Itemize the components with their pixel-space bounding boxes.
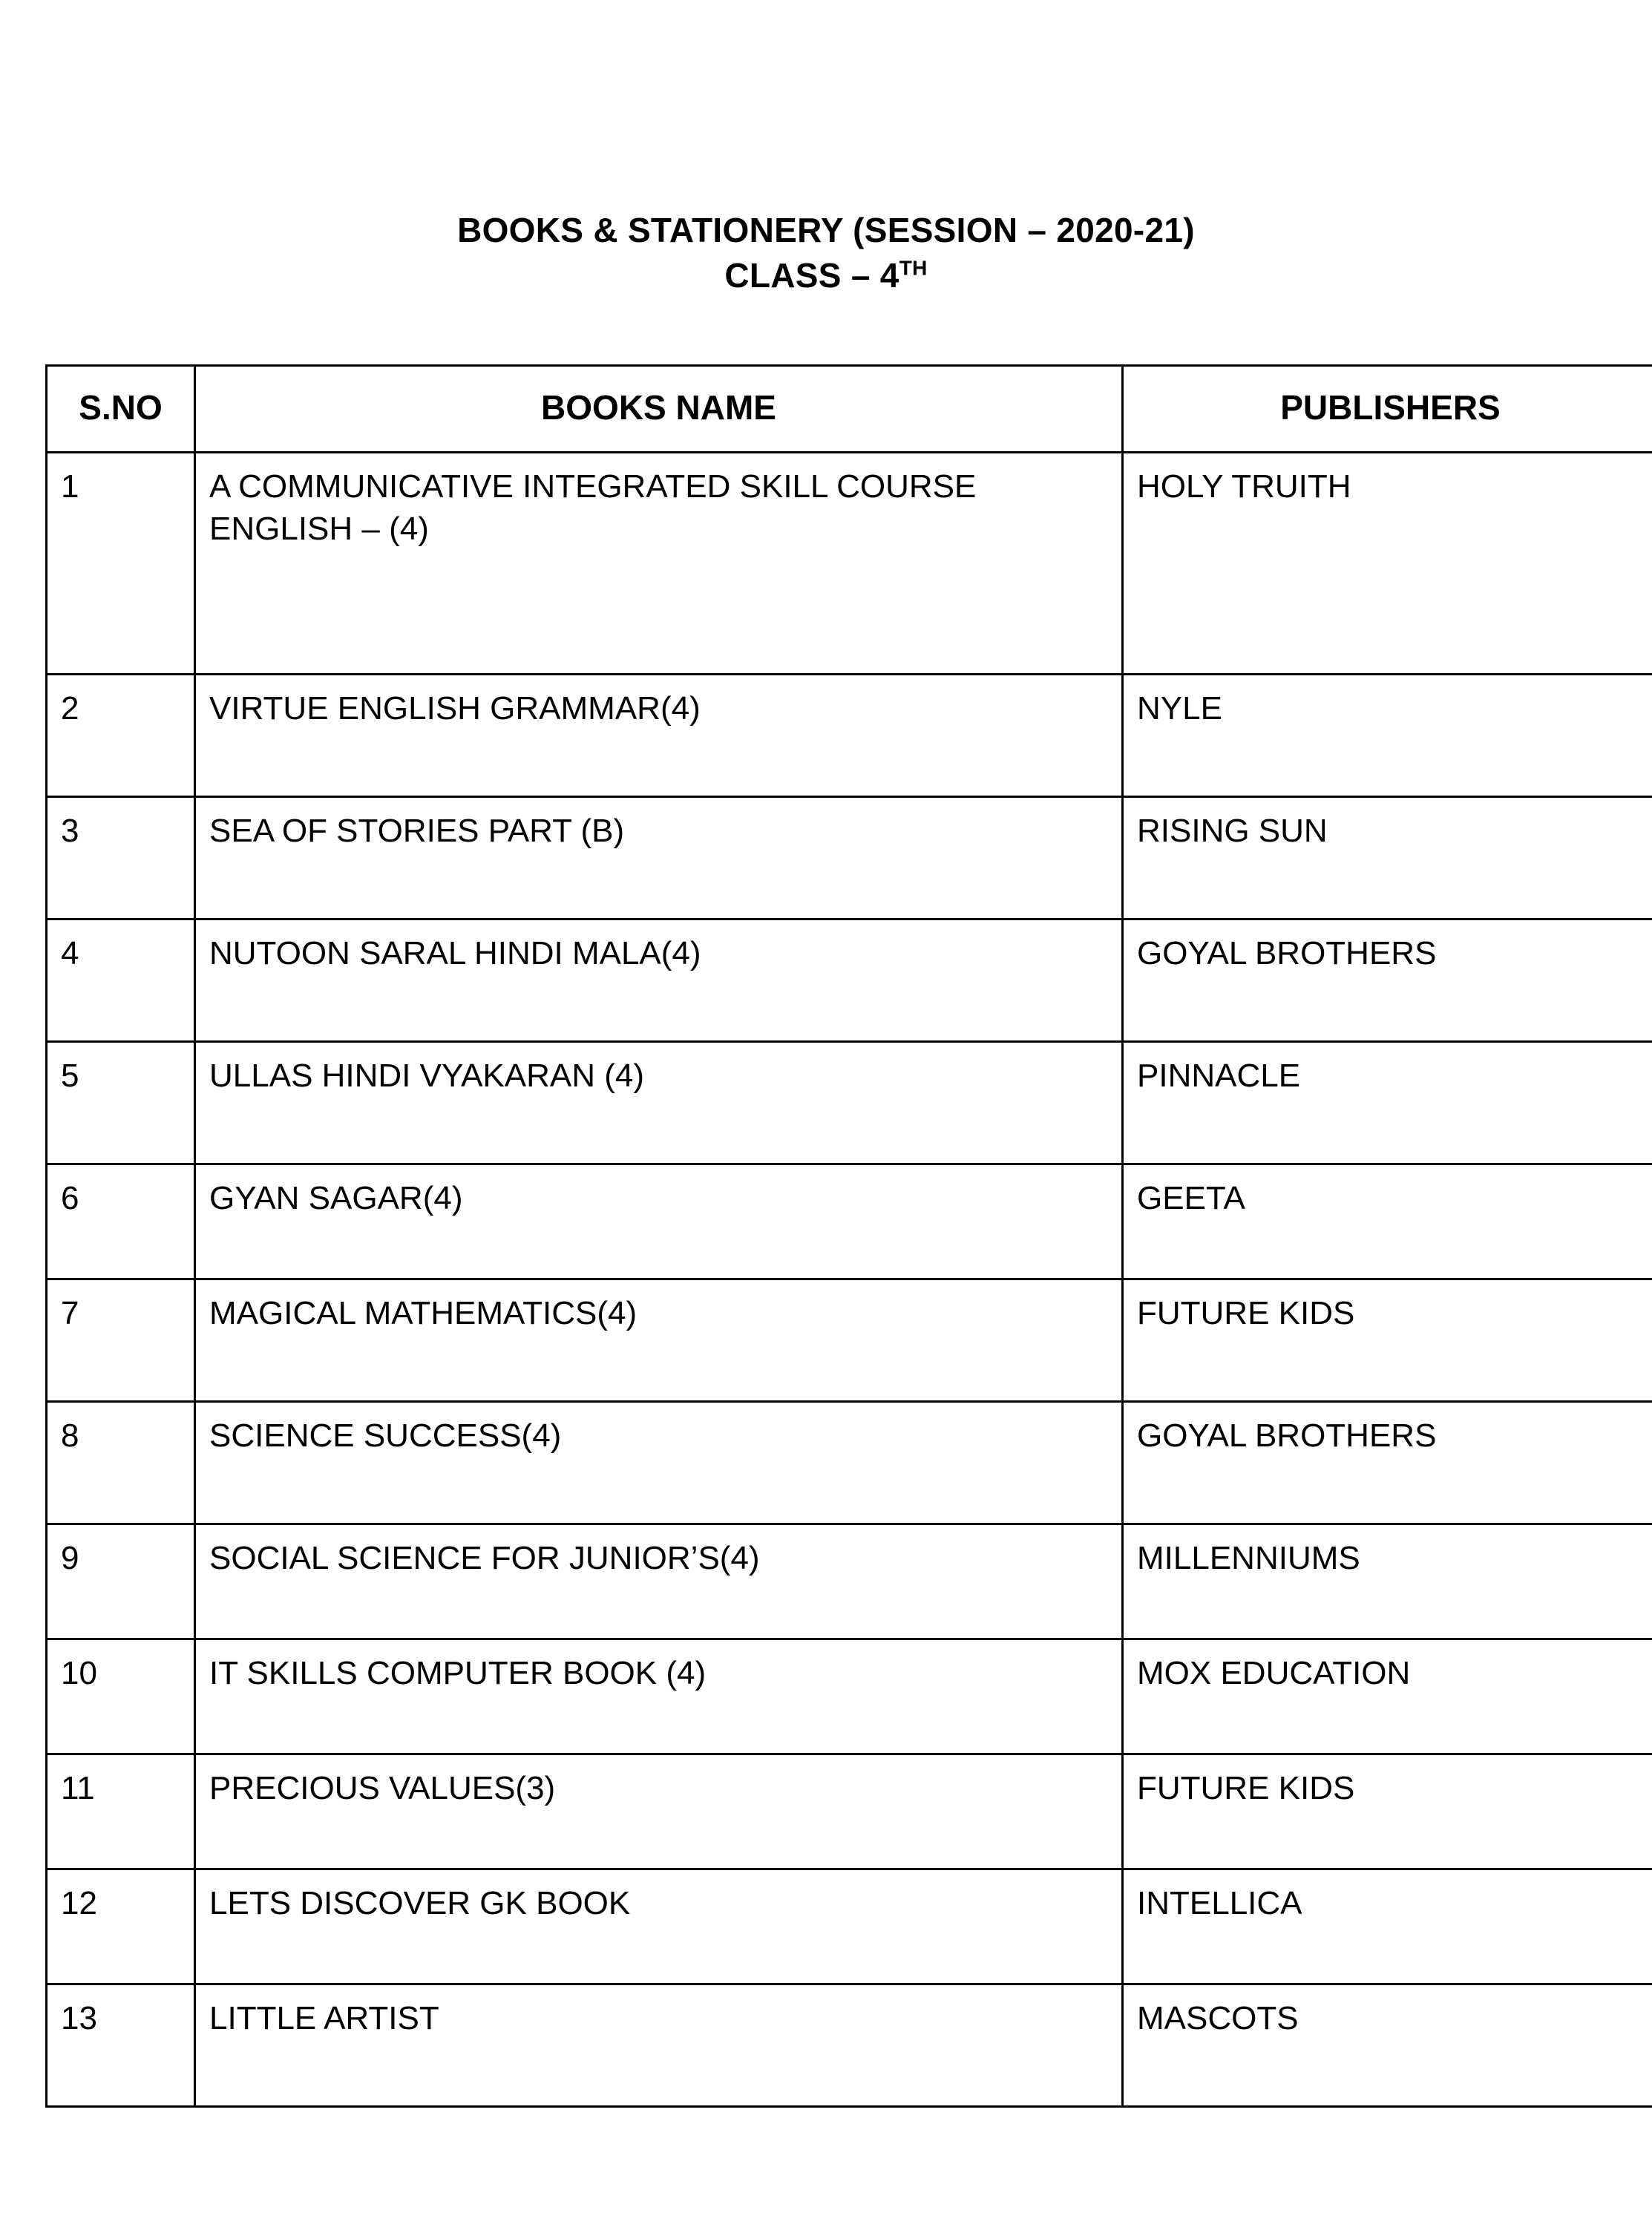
table-body	[47, 453, 1652, 2107]
cell-sno: 7	[47, 1279, 195, 1402]
table-row	[47, 1984, 1652, 2107]
cell-book-name: SEA OF STORIES PART (B)	[195, 797, 1123, 919]
cell-sno: 11	[47, 1754, 195, 1869]
column-header-sno: S.NO	[47, 366, 195, 453]
books-table-container	[17, 364, 1635, 2108]
cell-book-name: SOCIAL SCIENCE FOR JUNIOR’S(4)	[195, 1524, 1123, 1639]
cell-publisher: MOX EDUCATION	[1123, 1639, 1652, 1754]
cell-book-name: MAGICAL MATHEMATICS(4)	[195, 1279, 1123, 1402]
title-class-ordinal: TH	[899, 256, 928, 280]
table-row	[47, 797, 1652, 919]
document-title	[0, 0, 1652, 298]
cell-publisher: MASCOTS	[1123, 1984, 1652, 2107]
cell-book-name: IT SKILLS COMPUTER BOOK (4)	[195, 1639, 1123, 1754]
table-row	[47, 675, 1652, 797]
cell-publisher: PINNACLE	[1123, 1042, 1652, 1164]
column-header-book-name: BOOKS NAME	[195, 366, 1123, 453]
title-line-session: BOOKS & STATIONERY (SESSION – 2020-21)	[457, 211, 1195, 249]
table-row	[47, 1402, 1652, 1524]
cell-sno: 6	[47, 1164, 195, 1279]
cell-sno: 13	[47, 1984, 195, 2107]
books-table	[45, 364, 1652, 2108]
cell-publisher: GOYAL BROTHERS	[1123, 919, 1652, 1042]
table-row	[47, 1164, 1652, 1279]
column-header-publishers: PUBLISHERS	[1123, 366, 1652, 453]
cell-sno: 12	[47, 1869, 195, 1984]
cell-sno: 4	[47, 919, 195, 1042]
table-row	[47, 1869, 1652, 1984]
cell-publisher: GEETA	[1123, 1164, 1652, 1279]
table-row	[47, 919, 1652, 1042]
cell-publisher: NYLE	[1123, 675, 1652, 797]
cell-sno: 3	[47, 797, 195, 919]
cell-sno: 10	[47, 1639, 195, 1754]
cell-publisher: FUTURE KIDS	[1123, 1754, 1652, 1869]
title-class-text: CLASS – 4	[724, 255, 899, 295]
cell-book-name: LITTLE ARTIST	[195, 1984, 1123, 2107]
cell-sno: 2	[47, 675, 195, 797]
cell-publisher: RISING SUN	[1123, 797, 1652, 919]
table-row	[47, 1639, 1652, 1754]
title-line-class	[0, 253, 1652, 298]
cell-book-name: NUTOON SARAL HINDI MALA(4)	[195, 919, 1123, 1042]
cell-sno: 9	[47, 1524, 195, 1639]
cell-book-name: LETS DISCOVER GK BOOK	[195, 1869, 1123, 1984]
cell-publisher: FUTURE KIDS	[1123, 1279, 1652, 1402]
cell-publisher: GOYAL BROTHERS	[1123, 1402, 1652, 1524]
cell-book-name: ULLAS HINDI VYAKARAN (4)	[195, 1042, 1123, 1164]
table-row	[47, 1042, 1652, 1164]
table-row	[47, 1524, 1652, 1639]
cell-publisher: MILLENNIUMS	[1123, 1524, 1652, 1639]
cell-book-name: GYAN SAGAR(4)	[195, 1164, 1123, 1279]
table-header	[47, 366, 1652, 453]
table-row	[47, 1279, 1652, 1402]
cell-book-name: PRECIOUS VALUES(3)	[195, 1754, 1123, 1869]
cell-publisher: HOLY TRUITH	[1123, 453, 1652, 675]
cell-sno: 1	[47, 453, 195, 675]
cell-sno: 8	[47, 1402, 195, 1524]
cell-book-name: VIRTUE ENGLISH GRAMMAR(4)	[195, 675, 1123, 797]
cell-sno: 5	[47, 1042, 195, 1164]
cell-publisher: INTELLICA	[1123, 1869, 1652, 1984]
table-row	[47, 1754, 1652, 1869]
table-header-row	[47, 366, 1652, 453]
table-row	[47, 453, 1652, 675]
cell-book-name: SCIENCE SUCCESS(4)	[195, 1402, 1123, 1524]
cell-book-name: A COMMUNICATIVE INTEGRATED SKILL COURSE ENGLISH – (4)	[195, 453, 1123, 675]
